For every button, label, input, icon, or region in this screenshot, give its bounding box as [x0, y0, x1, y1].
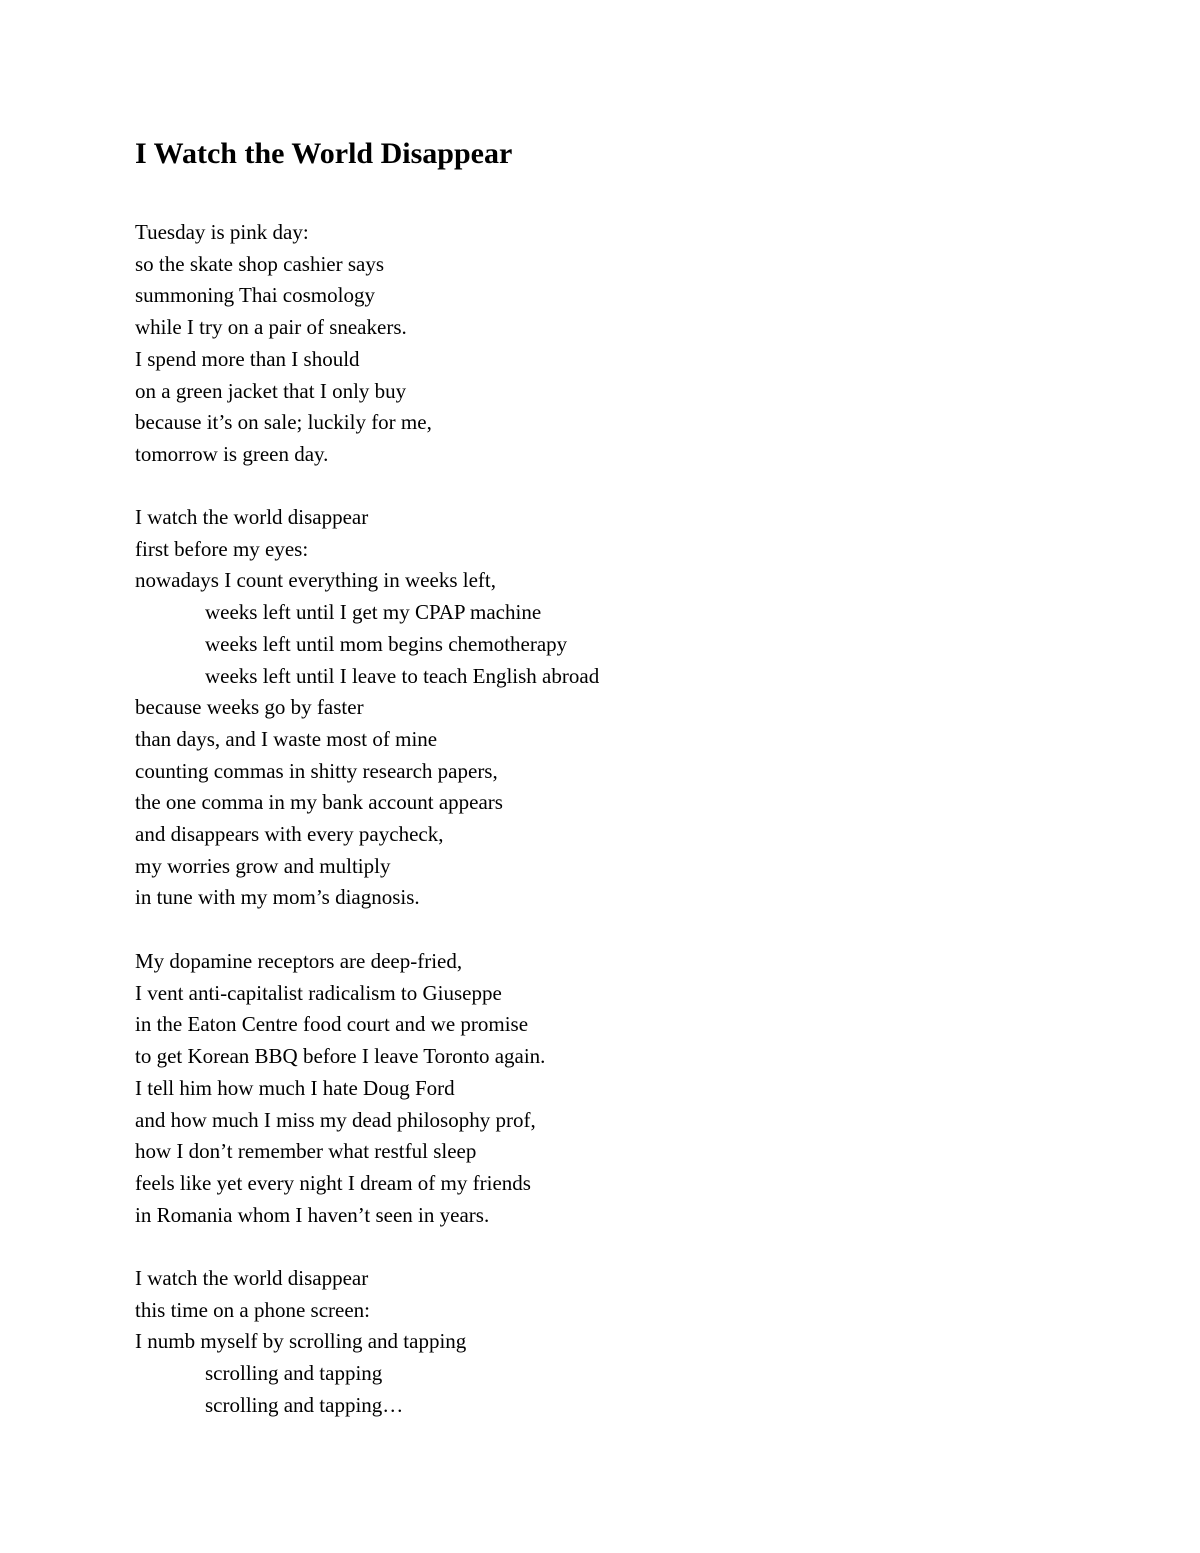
poem-line: summoning Thai cosmology — [135, 283, 375, 308]
poem-line-indented: weeks left until mom begins chemotherapy — [205, 631, 568, 656]
poem-line: nowadays I count everything in weeks left, — [135, 568, 496, 593]
poem-line: in Romania whom I haven’t seen in years. — [135, 1202, 490, 1227]
poem-line: feels like yet every night I dream of my friends — [135, 1170, 531, 1195]
poem-line-indented: weeks left until I get my CPAP machine — [205, 600, 542, 625]
poem-line: My dopamine receptors are deep-fried, — [135, 949, 463, 973]
poem-line: I vent anti-capitalist radicalism to Giuseppe — [135, 980, 502, 1005]
poem-line: tomorrow is green day. — [135, 441, 329, 466]
poem-line: I numb myself by scrolling and tapping — [135, 1329, 467, 1354]
poem-line-indented: weeks left until I leave to teach English abroad — [205, 663, 600, 688]
poem-line: while I try on a pair of sneakers. — [135, 315, 407, 340]
poem-line: because it’s on sale; luckily for me, — [135, 410, 432, 435]
poem-line: in the Eaton Centre food court and we promise — [135, 1012, 529, 1037]
poem-line: and disappears with every paycheck, — [135, 822, 444, 846]
poem-line: I tell him how much I hate Doug Ford — [135, 1075, 455, 1100]
poem-line: I spend more than I should — [135, 346, 360, 371]
poem-line: on a green jacket that I only buy — [135, 378, 407, 403]
poem-line: because weeks go by faster — [135, 695, 364, 720]
poem-line: counting commas in shitty research papers, — [135, 758, 498, 783]
poem-line: this time on a phone screen: — [135, 1297, 371, 1322]
poem-line: first before my eyes: — [135, 536, 309, 561]
poem-title: I Watch the World Disappear — [135, 137, 513, 170]
poem-line-indented: scrolling and tapping… — [205, 1392, 404, 1417]
poem-line: I watch the world disappear — [135, 505, 369, 529]
poem-line: the one comma in my bank account appears — [135, 790, 503, 815]
poem-line: so the skate shop cashier says — [135, 251, 385, 276]
poem-line-indented: scrolling and tapping — [205, 1361, 383, 1386]
poem-line: and how much I miss my dead philosophy prof, — [135, 1107, 536, 1132]
poem-line: than days, and I waste most of mine — [135, 726, 438, 751]
poem-line: in tune with my mom’s diagnosis. — [135, 885, 420, 910]
poem-line: I watch the world disappear — [135, 1266, 369, 1290]
poem-line: Tuesday is pink day: — [135, 220, 309, 244]
poem-line: how I don’t remember what restful sleep — [135, 1139, 477, 1164]
poem-line: my worries grow and multiply — [135, 853, 391, 878]
poem-line: to get Korean BBQ before I leave Toronto again. — [135, 1044, 546, 1069]
